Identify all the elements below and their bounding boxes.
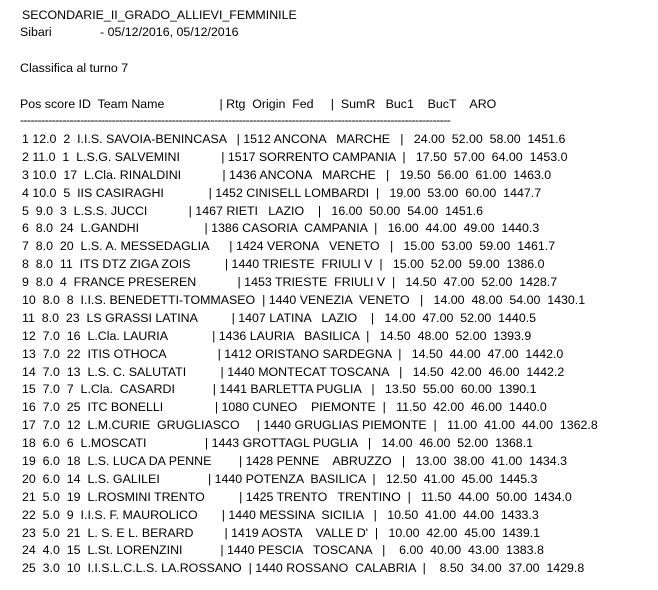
table-row: 24 4.0 15 L.St. LORENZINI | 1440 PESCIA TOSCANA | 6.00 40.00 43.00 1383.8 <box>22 543 544 558</box>
table-row: 13 7.0 22 ITIS OTHOCA | 1412 ORISTANO SARDEGNA | 14.50 44.00 47.00 1442.0 <box>22 346 564 361</box>
table-row: 11 8.0 23 LS GRASSI LATINA | 1407 LATINA LAZIO | 14.00 47.00 52.00 1440.5 <box>22 310 537 325</box>
table-row: 14 7.0 13 L.S. C. SALUTATI | 1440 MONTECAT TOSCANA | 14.50 42.00 46.00 1442.2 <box>22 364 565 379</box>
tournament-venue: Sibari <box>20 25 52 39</box>
table-row: 10 8.0 8 I.I.S. BENEDETTI-TOMMASEO | 1440 VENEZIA VENETO | 14.00 48.00 54.00 1430.1 <box>22 293 586 308</box>
column-headers: Pos score ID Team Name | Rtg Origin Fed | SumR Buc1 BucT ARO <box>20 97 497 111</box>
table-row: 17 7.0 12 L.M.CURIE GRUGLIASCO | 1440 GRUGLIAS PIEMONTE | 11.00 41.00 44.00 1362.8 <box>22 418 598 433</box>
table-row: 9 8.0 4 FRANCE PRESEREN | 1453 TRIESTE FRIULI V | 14.50 47.00 52.00 1428.7 <box>22 275 558 290</box>
header-separator: -------------------------------------------------------------------------------------------------------------------------- <box>20 113 451 127</box>
table-row: 21 5.0 19 L.ROSMINI TRENTO | 1425 TRENTO TRENTINO | 11.50 44.00 50.00 1434.0 <box>22 489 572 504</box>
table-row: 15 7.0 7 L.Cla. CASARDI | 1441 BARLETTA PUGLIA | 13.50 55.00 60.00 1390.1 <box>22 382 537 397</box>
table-row: 12 7.0 16 L.Cla. LAURIA | 1436 LAURIA BASILICA | 14.50 48.00 52.00 1393.9 <box>22 328 532 343</box>
table-row: 19 6.0 18 L.S. LUCA DA PENNE | 1428 PENNE ABRUZZO | 13.00 38.00 41.00 1434.3 <box>22 454 568 469</box>
table-row: 25 3.0 10 I.I.S.L.C.L.S. LA.ROSSANO | 1440 ROSSANO CALABRIA | 8.50 34.00 37.00 1429.8 <box>22 561 585 576</box>
table-row: 8 8.0 11 ITS DTZ ZIGA ZOIS | 1440 TRIESTE FRIULI V | 15.00 52.00 59.00 1386.0 <box>22 257 545 272</box>
table-row: 1 12.0 2 I.I.S. SAVOIA-BENINCASA | 1512 ANCONA MARCHE | 24.00 52.00 58.00 1451.6 <box>22 132 566 146</box>
table-row: 3 10.0 17 L.Cla. RINALDINI | 1436 ANCONA MARCHE | 19.50 56.00 61.00 1463.0 <box>22 167 552 182</box>
table-row: 7 8.0 20 L.S. A. MESSEDAGLIA | 1424 VERONA VENETO | 15.00 53.00 59.00 1461.7 <box>22 239 556 254</box>
table-row: 4 10.0 5 IIS CASIRAGHI | 1452 CINISELL LOMBARDI | 19.00 53.00 60.00 1447.7 <box>22 185 542 200</box>
standings-table <box>0 131 658 578</box>
table-row: 23 5.0 21 L. S. E L. BERARD | 1419 AOSTA VALLE D' | 10.00 42.00 45.00 1439.1 <box>22 525 541 540</box>
table-row: 5 9.0 3 L.S.S. JUCCI | 1467 RIETI LAZIO | 16.00 50.00 54.00 1451.6 <box>22 203 484 218</box>
table-row: 16 7.0 25 ITC BONELLI | 1080 CUNEO PIEMONTE | 11.50 42.00 46.00 1440.0 <box>22 400 547 415</box>
table-row: 20 6.0 14 L.S. GALILEI | 1440 POTENZA BASILICA | 12.50 41.00 45.00 1445.3 <box>22 471 538 486</box>
tournament-dates: - 05/12/2016, 05/12/2016 <box>100 25 239 39</box>
table-row: 2 11.0 1 L.S.G. SALVEMINI | 1517 SORRENTO CAMPANIA | 17.50 57.00 64.00 1453.0 <box>22 149 568 164</box>
table-row: 6 8.0 24 L.GANDHI | 1386 CASORIA CAMPANIA | 16.00 44.00 49.00 1440.3 <box>22 221 540 236</box>
table-row: 18 6.0 6 L.MOSCATI | 1443 GROTTAGL PUGLIA | 14.00 46.00 52.00 1368.1 <box>22 436 534 451</box>
table-row: 22 5.0 9 I.I.S. F. MAUROLICO | 1440 MESSINA SICILIA | 10.50 41.00 44.00 1433.3 <box>22 507 539 522</box>
tournament-title: SECONDARIE_II_GRADO_ALLIEVI_FEMMINILE <box>22 8 297 22</box>
round-heading: Classifica al turno 7 <box>20 61 129 75</box>
